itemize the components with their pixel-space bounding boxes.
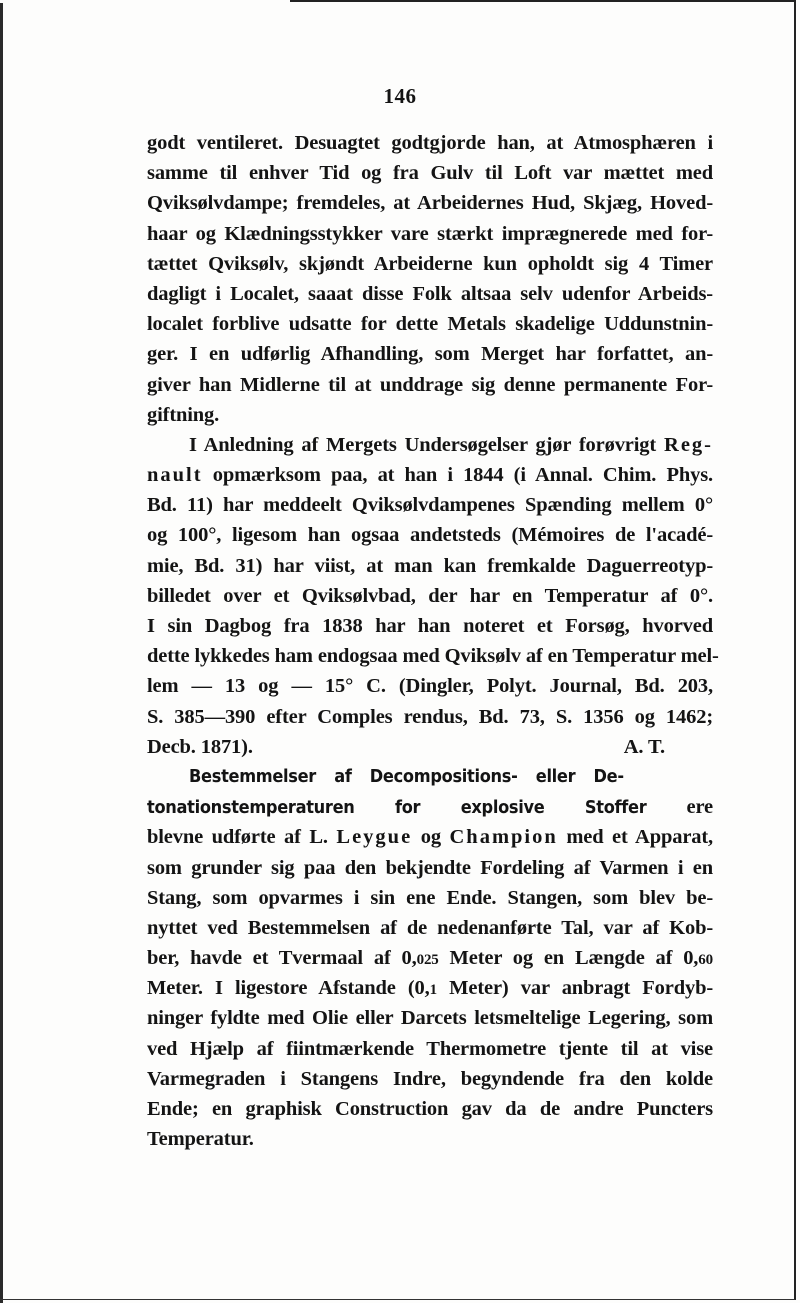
text-fragment: ere: [686, 796, 713, 819]
section-heading: Bestemmelser af Decompositions- eller De-: [189, 765, 624, 787]
author-name: nault: [147, 464, 203, 487]
text-fragment: I Anledning af Mergets Undersøgelser gjør forøvrigt: [189, 433, 657, 456]
text-fragment: opmærksom paa, at han i 1844 (i Annal. Chim. Phys.: [212, 464, 713, 487]
text-line: [147, 822, 713, 852]
text-line: dagligt i Localet, saaat disse Folk altsaa selv udenfor Arbeids-: [147, 282, 713, 305]
text-line: tættet Qviksølv, skjøndt Arbeiderne kun opholdt sig 4 Timer: [147, 252, 713, 275]
text-line: [147, 430, 713, 460]
text-line: ninger fyldte med Olie eller Darcets letsmeltelige Legering, som: [147, 1007, 713, 1030]
text-line: [147, 732, 713, 762]
text-line: localet forblive udsatte for dette Metals skadelige Uddunstnin-: [147, 313, 713, 336]
text-line: billedet over et Qviksølvbad, der har en Temperatur af 0°.: [147, 584, 713, 607]
text-line: Varmegraden i Stangens Indre, begyndende fra den kolde: [147, 1067, 713, 1090]
text-block: [147, 128, 719, 1154]
decimal-digits: 025: [416, 952, 439, 969]
text-fragment: ber, havde et Tvermaal af 0,: [147, 947, 417, 970]
text-line: giftning.: [147, 403, 220, 426]
text-line: Bd. 11) har meddeelt Qviksølvdampenes Spænding mellem 0°: [147, 494, 713, 517]
text-line: som grunder sig paa den bekjendte Fordeling af Varmen i en: [147, 856, 713, 879]
text-line: godt ventileret. Desuagtet godtgjorde han, at Atmosphæren i: [147, 132, 713, 154]
text-fragment: og: [420, 826, 441, 849]
text-line: [147, 460, 713, 490]
text-fragment: Meter og en Længde af 0,: [449, 947, 699, 970]
text-fragment: Meter) var anbragt Fordyb-: [449, 977, 713, 1000]
text-fragment: Decb. 1871).: [147, 735, 253, 758]
text-fragment: blevne udførte af L.: [147, 826, 328, 849]
decimal-digits: 60: [698, 952, 713, 969]
decimal-digits: 1: [429, 982, 437, 999]
text-line: I sin Dagbog fra 1838 har han noteret et Forsøg, hvorved: [147, 615, 713, 637]
page-top-gap: [0, 0, 290, 3]
text-line: Temperatur.: [147, 1128, 254, 1151]
text-line: og 100°, ligesom han ogsaa andetsteds (Mémoires de l'acadé-: [147, 524, 713, 547]
text-line: [147, 943, 713, 973]
text-line: S. 385—390 efter Comples rendus, Bd. 73, S. 1356 og 1462;: [147, 705, 713, 728]
text-line: giver han Midlerne til at unddrage sig denne permanente For-: [147, 373, 713, 396]
text-line: [147, 792, 713, 822]
text-line: lem — 13 og — 15° C. (Dingler, Polyt. Journal, Bd. 203,: [147, 675, 713, 698]
text-line: Qviksølvdampe; fremdeles, at Arbeidernes Hud, Skjæg, Hoved-: [147, 192, 713, 215]
section-heading: tonationstemperaturen for explosive Stoffer: [147, 797, 647, 819]
text-line: nyttet ved Bestemmelsen af de nedenanførte Tal, var af Kob-: [147, 916, 713, 939]
author-name: Champion: [449, 826, 558, 849]
text-line: dette lykkedes ham endogsaa med Qviksølv af en Temperatur mel-: [147, 645, 719, 668]
text-fragment: Meter. I ligestore Afstande (0,: [147, 977, 430, 1000]
text-line: Stang, som opvarmes i sin ene Ende. Stangen, som blev be-: [147, 886, 713, 909]
text-line: samme til enhver Tid og fra Gulv til Loft var mættet med: [147, 162, 713, 185]
text-line: Ende; en graphisk Construction gav da de andre Puncters: [147, 1098, 713, 1120]
text-line: ger. I en udførlig Afhandling, som Merget har forfattet, an-: [147, 343, 713, 366]
text-line: ved Hjælp af fiintmærkende Thermometre tjente til at vise: [147, 1037, 713, 1060]
text-line: mie, Bd. 31) har viist, at man kan fremkalde Daguerreotyp-: [147, 554, 713, 577]
author-name: Reg-: [664, 433, 713, 456]
page-number: 146: [383, 84, 417, 108]
text-line: haar og Klædningsstykker vare stærkt imprægnerede med for-: [147, 222, 713, 245]
text-fragment: med et Apparat,: [566, 826, 714, 849]
author-name: Leygue: [336, 826, 413, 849]
text-line: [147, 973, 713, 1003]
signature: A. T.: [623, 735, 665, 758]
